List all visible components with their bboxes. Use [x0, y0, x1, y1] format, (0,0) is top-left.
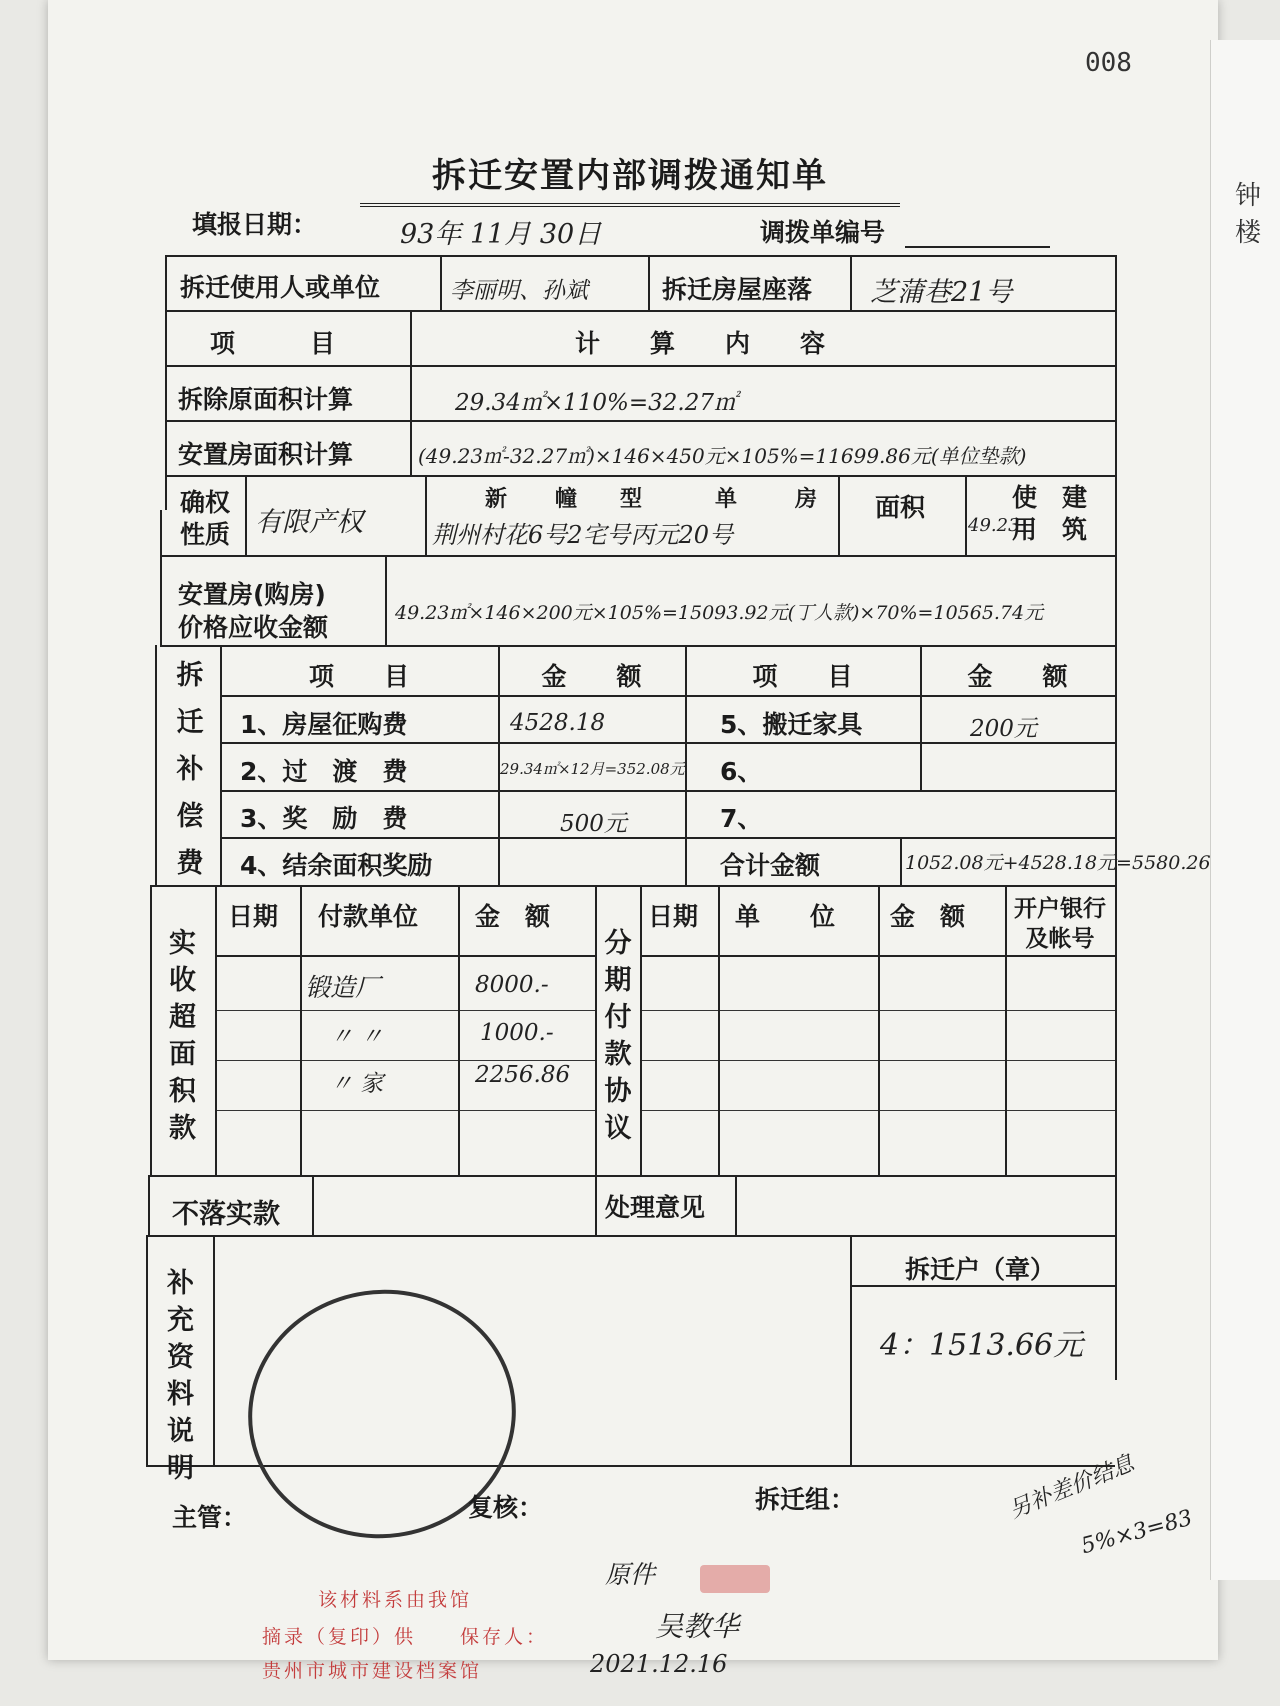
inst-col-unit: 单 位 [735, 902, 836, 931]
opinion-label: 处理意见 [605, 1193, 706, 1222]
address-header-building: 幢 [555, 487, 578, 512]
stamp-line-1: 该材料系由我馆 [318, 1589, 473, 1611]
grid-line [160, 645, 1115, 647]
pay-row-1-unit: 锻造厂 [305, 973, 381, 1002]
grid-line [160, 555, 1115, 557]
address-value: 荆州村花6号2宅号丙元20号 [432, 521, 734, 549]
keeper-date: 2021.12.16 [590, 1650, 728, 1678]
grid-line [410, 310, 412, 475]
pay-row-3-amount: 2256.86 [475, 1062, 571, 1088]
pay-row-1-amount: 8000.- [475, 972, 549, 998]
original-note: 原件 [605, 1560, 656, 1589]
grid-line [165, 365, 1115, 367]
pay-row-3-unit: 〃 家 [330, 1071, 384, 1097]
address-header-type: 型 [620, 487, 643, 512]
household-value: 4：1513.66元 [880, 1328, 1084, 1363]
stamp-line-2: 摘录（复印）供 保存人： [262, 1626, 549, 1648]
grid-line [245, 475, 247, 555]
grid-line [440, 255, 442, 310]
grid-line [850, 1235, 852, 1465]
adjacent-sheet [1210, 40, 1280, 1580]
grid-line [146, 1235, 148, 1465]
grid-line [165, 310, 1115, 312]
fill-date-label: 填报日期： [192, 210, 318, 239]
price-value: 49.23㎡×146×200元×105%=15093.92元(丁人款)×70%=10565.74元 [395, 602, 1044, 624]
grid-line [213, 1235, 215, 1465]
content-header: 计 算 内 容 [575, 329, 826, 358]
pay-col-date: 日期 [228, 902, 279, 931]
grid-line [220, 837, 1115, 839]
grid-line [155, 645, 157, 885]
comp-amount-header-left: 金 额 [541, 662, 642, 691]
grid-line [150, 1175, 1115, 1177]
ownership-value: 有限产权 [255, 507, 363, 538]
comp-row-4-label: 4、结余面积奖励 [240, 851, 433, 880]
grid-line [148, 1235, 1115, 1237]
keeper-signature: 吴教华 [655, 1610, 740, 1643]
grid-line [220, 790, 1115, 792]
stamp-line-3: 贵州市城市建设档案馆 [262, 1660, 483, 1682]
area-value: 49.23 [968, 515, 1020, 536]
use-label: 使用 [1012, 483, 1038, 544]
resettle-area-value: (49.23㎡-32.27㎡)×146×450元×105%=11699.86元(单位垫款) [418, 444, 1027, 468]
household-label: 拆迁户（章） [905, 1255, 1056, 1284]
comp-row-5-label: 5、搬迁家具 [720, 710, 863, 739]
location-value: 芝蒲巷21号 [870, 277, 1013, 308]
comp-amount-header-right: 金 额 [967, 662, 1068, 691]
document-sheet [48, 0, 1218, 1660]
grid-line [148, 1175, 150, 1235]
grid-line [878, 885, 880, 1175]
inst-col-date: 日期 [648, 902, 699, 931]
side-note: 钟楼 [1235, 181, 1262, 248]
area-label: 面积 [875, 493, 926, 522]
grid-line [425, 475, 427, 555]
comp-row-3-label: 3、奖 励 费 [240, 804, 408, 833]
ownership-label-1: 确权 [180, 488, 231, 517]
grid-line [965, 475, 967, 555]
user-value: 李丽明、孙斌 [450, 278, 588, 304]
installment-side-label: 分 期 付 款 协 议 [604, 928, 632, 1144]
pay-row-2-amount: 1000.- [480, 1020, 554, 1046]
margin-note: 另补差价结息 [1005, 1451, 1138, 1524]
grid-line [735, 1175, 737, 1235]
address-header-room: 房 [795, 487, 818, 512]
comp-row-6-label: 6、 [720, 757, 763, 786]
grid-line [850, 255, 852, 310]
inst-col-bank-2: 及帐号 [1025, 926, 1095, 952]
review-label: 复核： [468, 1493, 544, 1522]
grid-line [220, 695, 1115, 697]
grid-line [165, 255, 1115, 257]
comp-total-label: 合计金额 [720, 851, 821, 880]
grid-line [165, 420, 1115, 422]
supervisor-label: 主管： [172, 1503, 248, 1532]
fill-date-value: 93年 11月 30日 [400, 219, 602, 250]
grid-line [838, 475, 840, 555]
pay-col-amount: 金 额 [475, 902, 551, 931]
grid-line [150, 885, 152, 1175]
grid-line [718, 885, 720, 1175]
price-label-2: 价格应收金额 [178, 613, 329, 642]
grid-line [385, 555, 387, 645]
item-header: 项 目 [210, 329, 336, 358]
comp-row-1-amount: 4528.18 [510, 710, 606, 736]
grid-line [312, 1175, 314, 1235]
comp-row-5-amount: 200元 [970, 716, 1037, 742]
address-header-unit: 单 [715, 487, 738, 512]
grid-line [300, 885, 302, 1175]
address-header-new: 新 [485, 487, 508, 512]
inst-col-bank: 开户银行 [1014, 896, 1106, 922]
transfer-no-label: 调拨单编号 [760, 218, 886, 247]
grid-line [640, 885, 642, 1175]
demolish-area-value: 29.34㎡×110%=32.27㎡ [455, 390, 737, 416]
user-label: 拆迁使用人或单位 [180, 273, 381, 302]
demolish-area-label: 拆除原面积计算 [178, 385, 354, 414]
group-label: 拆迁组： [755, 1485, 856, 1514]
grid-line [458, 885, 460, 1175]
transfer-no-field [905, 216, 1050, 248]
unpaid-label: 不落实款 [172, 1199, 280, 1230]
comp-row-7-label: 7、 [720, 804, 763, 833]
build-label: 建筑 [1062, 483, 1088, 544]
comp-row-2-label: 2、过 渡 费 [240, 757, 408, 786]
location-label: 拆迁房屋座落 [662, 275, 813, 304]
inst-col-amount: 金 额 [890, 902, 966, 931]
supplement-side-label: 补 充 资 料 说 明 [167, 1268, 194, 1484]
grid-line [215, 1060, 595, 1061]
comp-row-1-label: 1、房屋征购费 [240, 710, 408, 739]
comp-row-3-amount: 500元 [560, 811, 627, 837]
red-stamp-mark [700, 1565, 770, 1593]
grid-line [215, 885, 217, 1175]
grid-line [165, 475, 1115, 477]
grid-line [648, 255, 650, 310]
resettle-area-label: 安置房面积计算 [178, 440, 354, 469]
grid-line [215, 1010, 595, 1011]
comp-item-header-right: 项 目 [752, 662, 853, 691]
pay-row-2-unit: 〃 〃 [330, 1024, 384, 1050]
page-number: 008 [1085, 48, 1132, 78]
grid-line [160, 510, 162, 645]
payments-side-label: 实 收 超 面 积 款 [169, 928, 196, 1144]
comp-item-header-left: 项 目 [308, 662, 409, 691]
grid-line [215, 1110, 595, 1111]
grid-line [150, 885, 1115, 887]
grid-line [1115, 255, 1117, 1380]
grid-line [900, 837, 902, 885]
grid-line [165, 255, 167, 510]
margin-note-2: 5%×3=83 [1078, 1505, 1196, 1560]
comp-row-2-amount: 29.34㎡×12月=352.08元 [500, 760, 685, 778]
compensation-side-label: 拆 迁 补 偿 费 [176, 660, 204, 879]
grid-line [215, 955, 595, 957]
comp-total-value: 1052.08元+4528.18元=5580.26 [905, 852, 1211, 874]
form-title: 拆迁安置内部调拨通知单 [360, 148, 900, 207]
ownership-label-2: 性质 [180, 520, 231, 549]
price-label-1: 安置房(购房) [178, 580, 326, 609]
pay-col-unit: 付款单位 [318, 902, 419, 931]
